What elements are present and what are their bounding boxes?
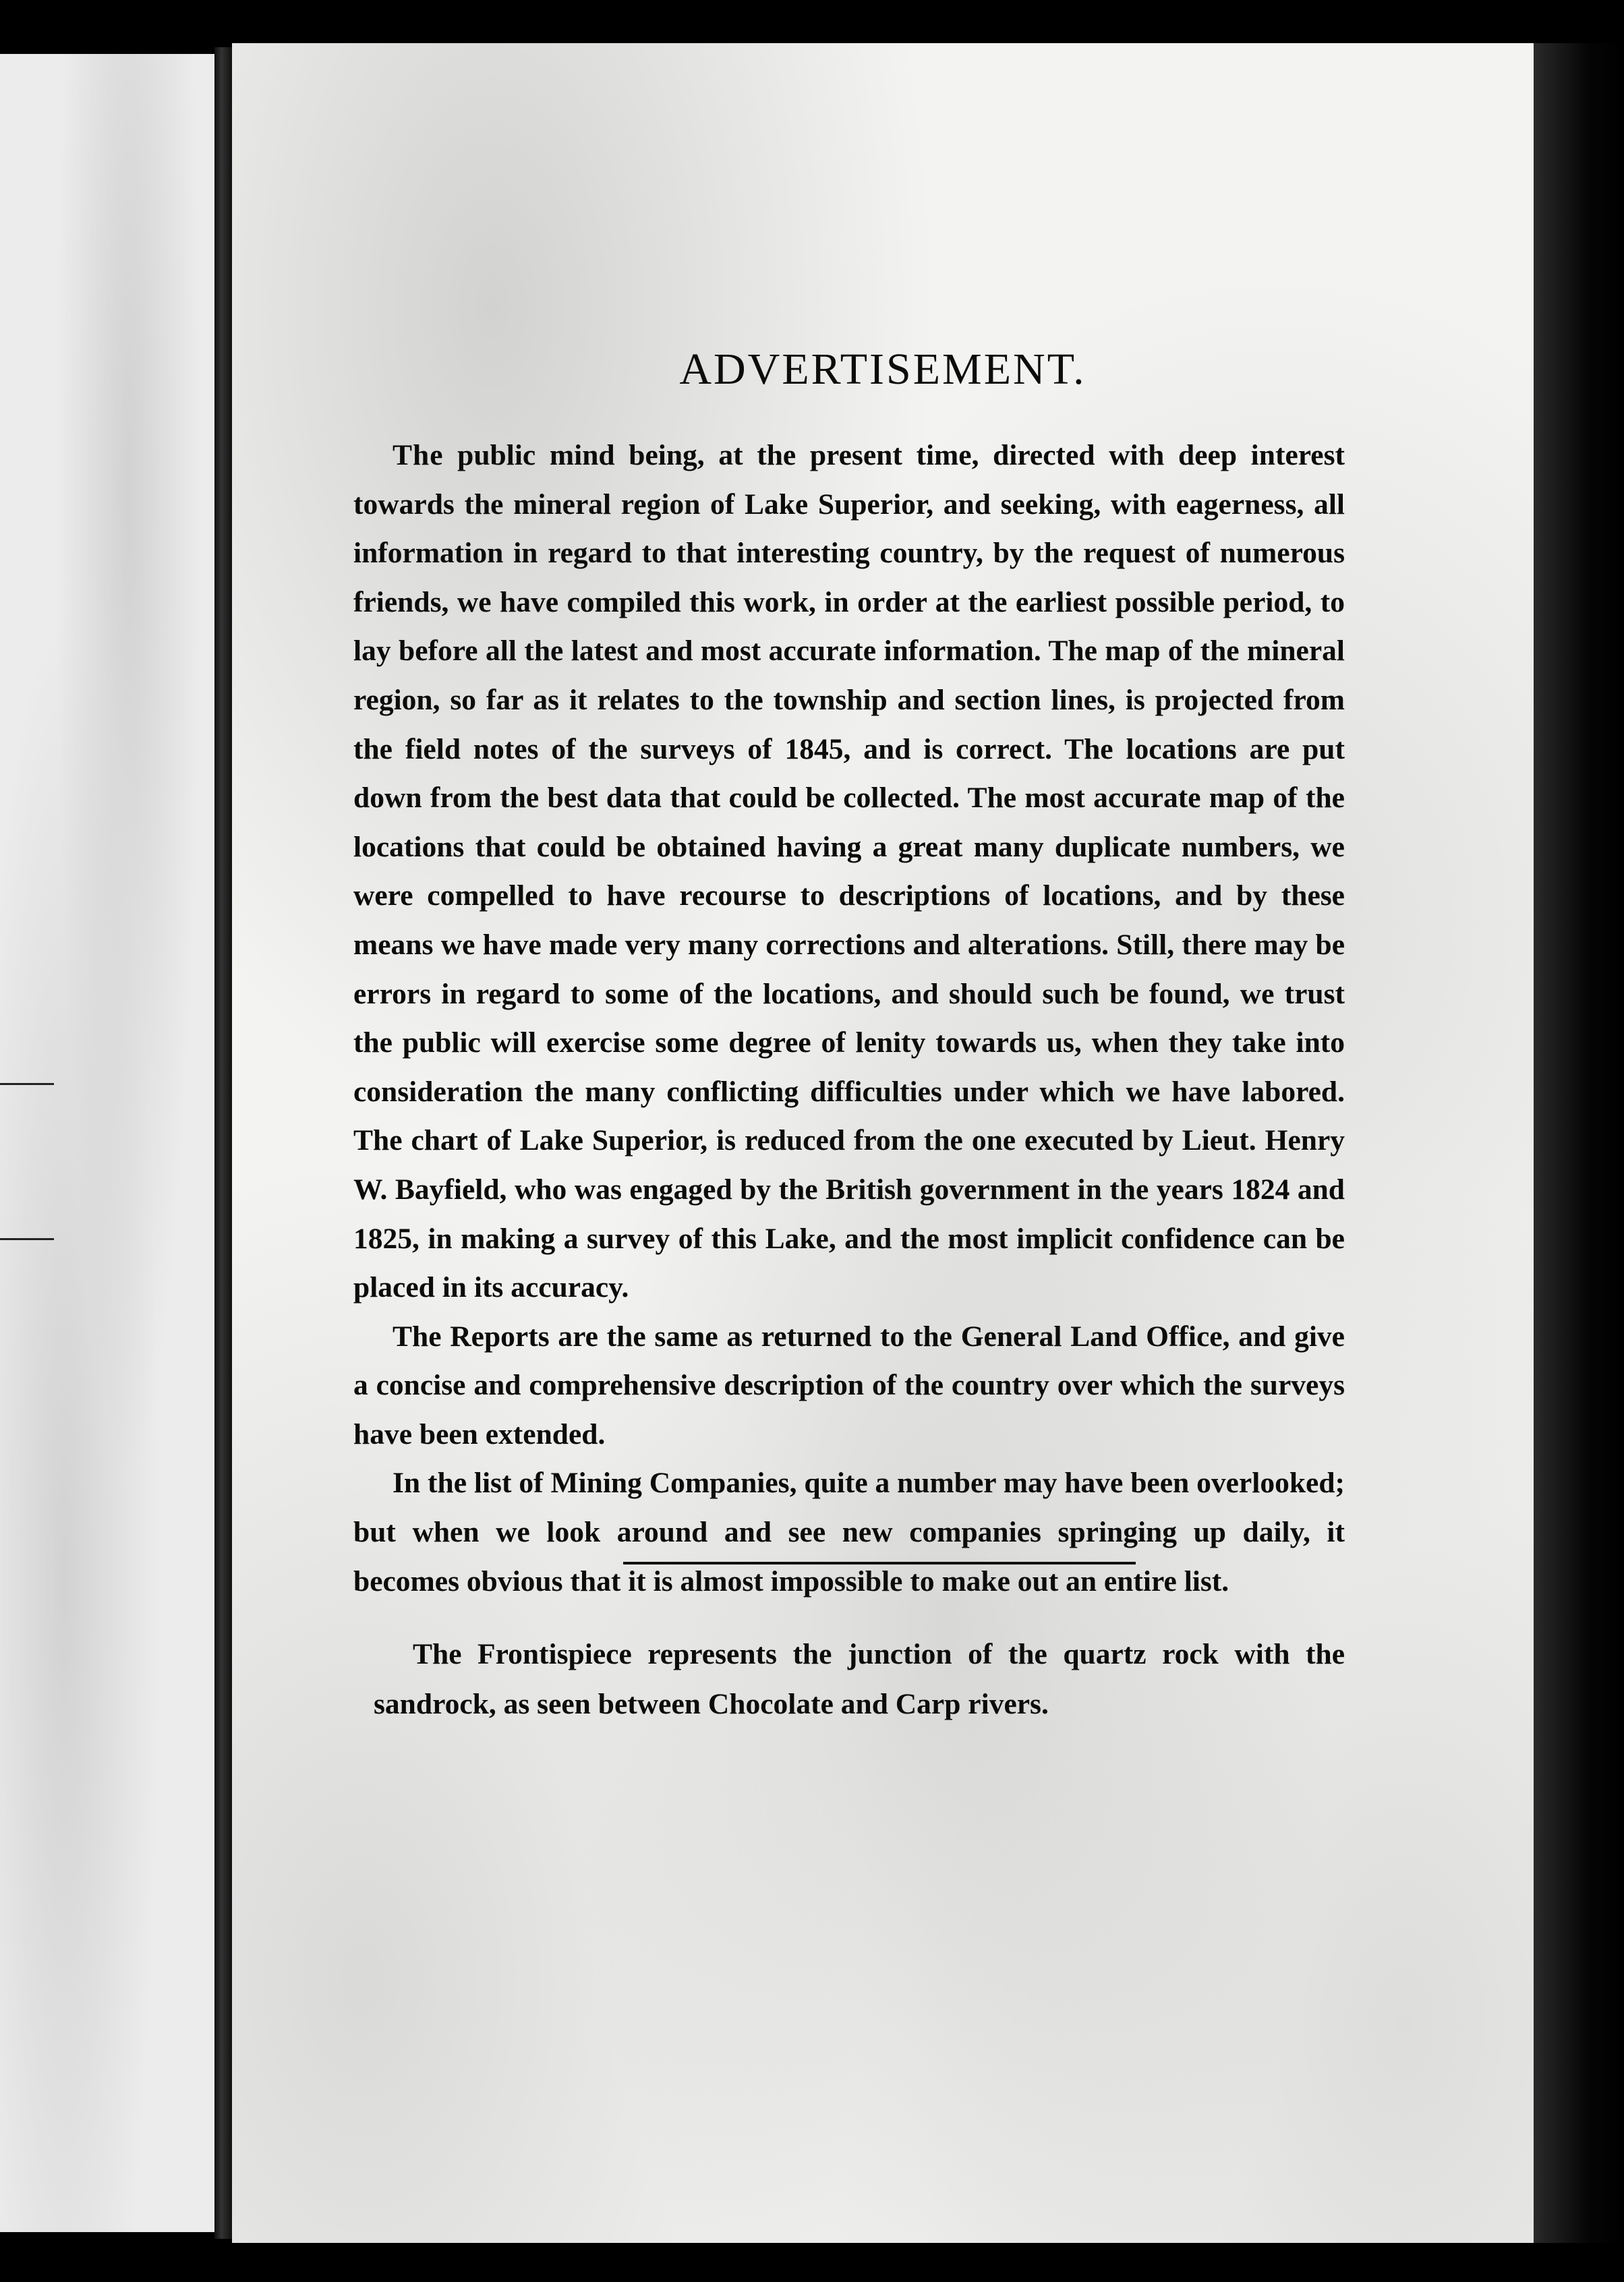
frontispiece-note: The Frontispiece represents the junction of the quartz rock with the sandrock, as seen between Chocolate and Carp rivers. — [374, 1638, 1345, 1720]
paragraph-text: In the list of Mining Companies, quite a number may have been overlooked; but when we look around and see new companies springing up daily, it becomes obvious that it is almost impossible to make out an entire list. — [353, 1467, 1345, 1598]
lead-word: The — [393, 439, 444, 471]
left-page-rule — [0, 1238, 54, 1240]
book-spine — [214, 47, 232, 2239]
paragraph-text: public mind being, at the present time, directed with deep interest towards the mineral region of Lake Superior, and seeking, with eagerness, all information in regard to that interesting country, by the request of numerous friends, we have compiled this work, in order at the earliest possible period, to lay before all the latest and most accurate information. The map of the mineral region, so far as it relates to the township and section lines, is projected from the field notes of the surveys of 1845, and is correct. The locations are put down from the best data that could be collected. The most accurate map of the locations that could be obtained having a great many duplicate numbers, we were compelled to have recourse to descriptions of locations, and by these means we have made very many corrections and alterations. Still, there may be errors in regard to some of the locations, and should such be found, we trust the public will exercise some degree of lenity towards us, when they take into consideration the many conflicting difficulties under which we have labored. The chart of Lake Superior, is reduced from the one executed by Lieut. Henry W. Bayfield, who was engaged by the British government in the years 1824 and 1825, in making a survey of this Lake, and the most implicit confidence can be placed in its accuracy. — [353, 439, 1345, 1304]
page-heading: ADVERTISEMENT. — [679, 345, 1086, 394]
book-page — [232, 43, 1534, 2243]
paragraph-text: The Reports are the same as returned to the General Land Office, and give a concise and comprehensive description of the country over which the surveys have been extended. — [353, 1320, 1345, 1451]
page-edge-shadow — [1534, 43, 1624, 2243]
paragraph-1 — [353, 431, 1345, 1312]
paragraph-3 — [353, 1459, 1345, 1606]
advertisement-body — [353, 431, 1345, 1606]
left-page-rule — [0, 1083, 54, 1085]
section-divider — [623, 1562, 1136, 1564]
facing-page-left — [0, 54, 214, 2232]
paragraph-2 — [353, 1312, 1345, 1459]
